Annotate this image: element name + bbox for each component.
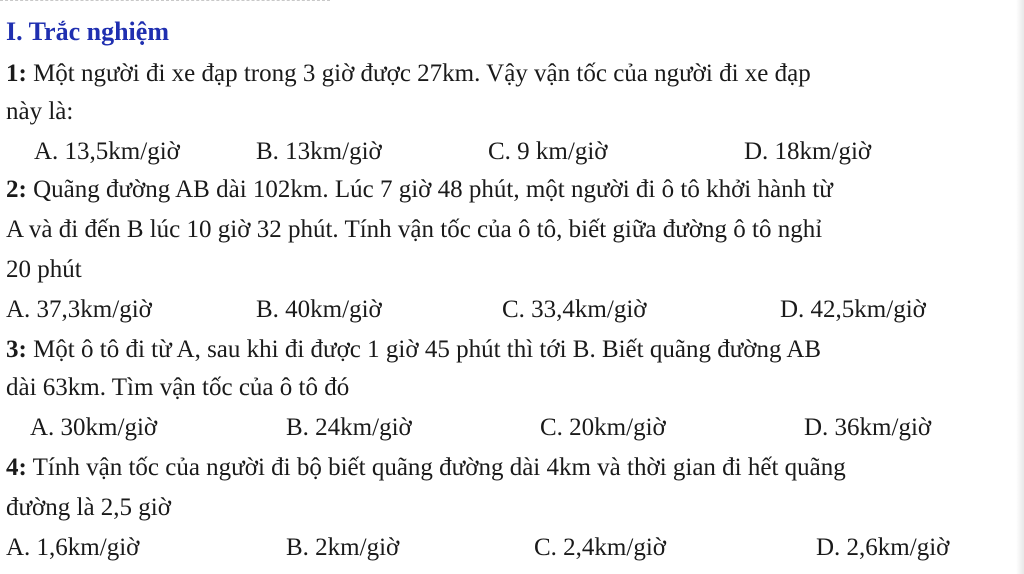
question-3-number: 3:	[6, 336, 27, 363]
question-3-line-2: dài 63km. Tìm vận tốc của ô tô đó	[6, 374, 350, 401]
question-3-option-d[interactable]: D. 36km/giờ	[804, 414, 932, 441]
question-2-line-3: 20 phút	[6, 256, 82, 283]
question-3-option-c[interactable]: C. 20km/giờ	[540, 414, 666, 441]
question-3-line-1	[6, 332, 821, 368]
question-2-text-1: Quãng đường AB dài 102km. Lúc 7 giờ 48 phút, một người đi ô tô khởi hành từ	[26, 176, 833, 203]
question-1-option-a[interactable]: A. 13,5km/giờ	[34, 138, 180, 165]
question-1-line-2: này là:	[6, 98, 74, 125]
question-4-option-a[interactable]: A. 1,6km/giờ	[6, 534, 140, 561]
question-1-option-b[interactable]: B. 13km/giờ	[256, 138, 382, 165]
question-1-option-d[interactable]: D. 18km/giờ	[744, 138, 872, 165]
question-2-line-1	[6, 172, 833, 208]
question-2-option-c[interactable]: C. 33,4km/giờ	[502, 296, 647, 323]
question-3-option-a[interactable]: A. 30km/giờ	[30, 414, 158, 441]
question-4-option-d[interactable]: D. 2,6km/giờ	[816, 534, 950, 561]
question-3-option-b[interactable]: B. 24km/giờ	[286, 414, 412, 441]
question-4-option-b[interactable]: B. 2km/giờ	[286, 534, 400, 561]
question-4-option-c[interactable]: C. 2,4km/giờ	[534, 534, 666, 561]
question-1-text-1: Một người đi xe đạp trong 3 giờ được 27km. Vậy vận tốc của người đi xe đạp	[26, 60, 811, 87]
question-4-text-1: Tính vận tốc của người đi bộ biết quãng đường dài 4km và thời gian đi hết quãng	[26, 454, 846, 481]
question-3-text-1: Một ô tô đi từ A, sau khi đi được 1 giờ 45 phút thì tới B. Biết quãng đường AB	[26, 336, 822, 363]
question-4-number: 4:	[6, 454, 27, 481]
question-4-line-2: đường là 2,5 giờ	[6, 494, 171, 521]
question-1-line-1	[6, 56, 811, 92]
question-2-option-d[interactable]: D. 42,5km/giờ	[780, 296, 926, 323]
section-title: I. Trắc nghiệm	[6, 17, 169, 46]
question-2-line-2: A và đi đến B lúc 10 giờ 32 phút. Tính vận tốc của ô tô, biết giữa đường ô tô nghỉ	[6, 216, 823, 243]
top-divider	[0, 0, 330, 4]
question-2-number: 2:	[6, 176, 27, 203]
question-1-number: 1:	[6, 60, 27, 87]
question-2-option-a[interactable]: A. 37,3km/giờ	[6, 296, 152, 323]
question-1-option-c[interactable]: C. 9 km/giờ	[488, 138, 608, 165]
question-4-line-1	[6, 450, 846, 486]
question-2-option-b[interactable]: B. 40km/giờ	[256, 296, 382, 323]
page-edge-shadow	[1016, 0, 1024, 574]
